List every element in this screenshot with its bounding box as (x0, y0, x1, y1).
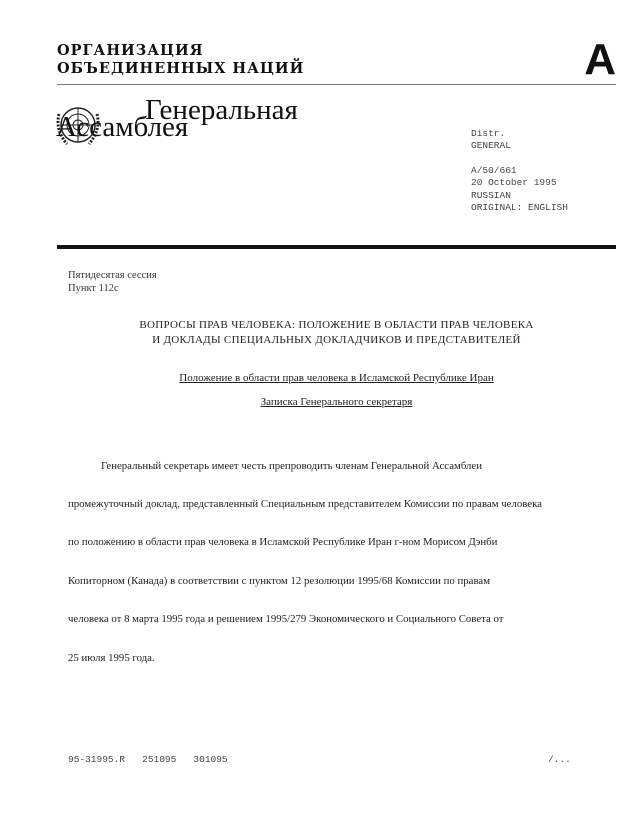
paragraph-line: промежуточный доклад, представленный Специальным представителем Комиссии по правам человека (68, 497, 542, 510)
document-language: RUSSIAN (471, 189, 511, 201)
paragraph-line: Генеральный секретарь имеет честь препроводить членам Генеральной Ассамблеи (101, 459, 483, 472)
body-name-line-1: Генеральная (145, 94, 298, 126)
paragraph-line: 25 июля 1995 года. (68, 651, 155, 664)
session-info (68, 269, 157, 295)
series-letter: A (584, 35, 616, 84)
continued-marker: /... (548, 754, 571, 765)
subtitle (57, 372, 616, 384)
paragraph-line: по положению в области прав человека в Исламской Республике Иран г-ном Морисом Дэнби (68, 536, 498, 549)
session-name: Пятидесятая сессия (68, 270, 157, 281)
note-title-text: Записка Генерального секретаря (260, 396, 413, 408)
body-paragraph (68, 434, 542, 677)
agenda-title-line-1: ВОПРОСЫ ПРАВ ЧЕЛОВЕКА: ПОЛОЖЕНИЕ В ОБЛАСТИ ПРАВ ЧЕЛОВЕКА (139, 319, 534, 331)
body-name-line-2: Ассамблея (56, 111, 189, 143)
agenda-title (57, 318, 616, 347)
original-language: ORIGINAL: ENGLISH (471, 201, 568, 213)
paragraph-line: Копиторном (Канада) в соответствии с пунктом 12 резолюции 1995/68 Комиссии по правам (68, 574, 491, 587)
footer-code: 95-31995.R 251095 301095 (68, 754, 228, 765)
document-date: 20 October 1995 (471, 177, 557, 189)
document-symbol: A/50/661 (471, 165, 517, 176)
organization-name (57, 42, 304, 78)
agenda-title-line-2: И ДОКЛАДЫ СПЕЦИАЛЬНЫХ ДОКЛАДЧИКОВ И ПРЕДСТАВИТЕЛЕЙ (152, 333, 521, 346)
org-line-2: ОБЪЕДИНЕННЫХ НАЦИЙ (57, 60, 305, 77)
paragraph-line: человека от 8 марта 1995 года и решением 1995/279 Экономического и Социального Совета от (68, 613, 504, 626)
header-rule (57, 84, 616, 85)
distribution-block (471, 128, 511, 153)
distr-label: Distr. (471, 128, 506, 139)
distr-value: GENERAL (471, 140, 511, 152)
org-line-1: ОРГАНИЗАЦИЯ (57, 42, 204, 59)
subtitle-text: Положение в области прав человека в Исламской Республике Иран (179, 372, 494, 384)
agenda-item: Пункт 112c (68, 283, 119, 294)
header-thick-rule (57, 245, 616, 249)
document-meta (471, 165, 568, 214)
note-title (57, 396, 616, 408)
